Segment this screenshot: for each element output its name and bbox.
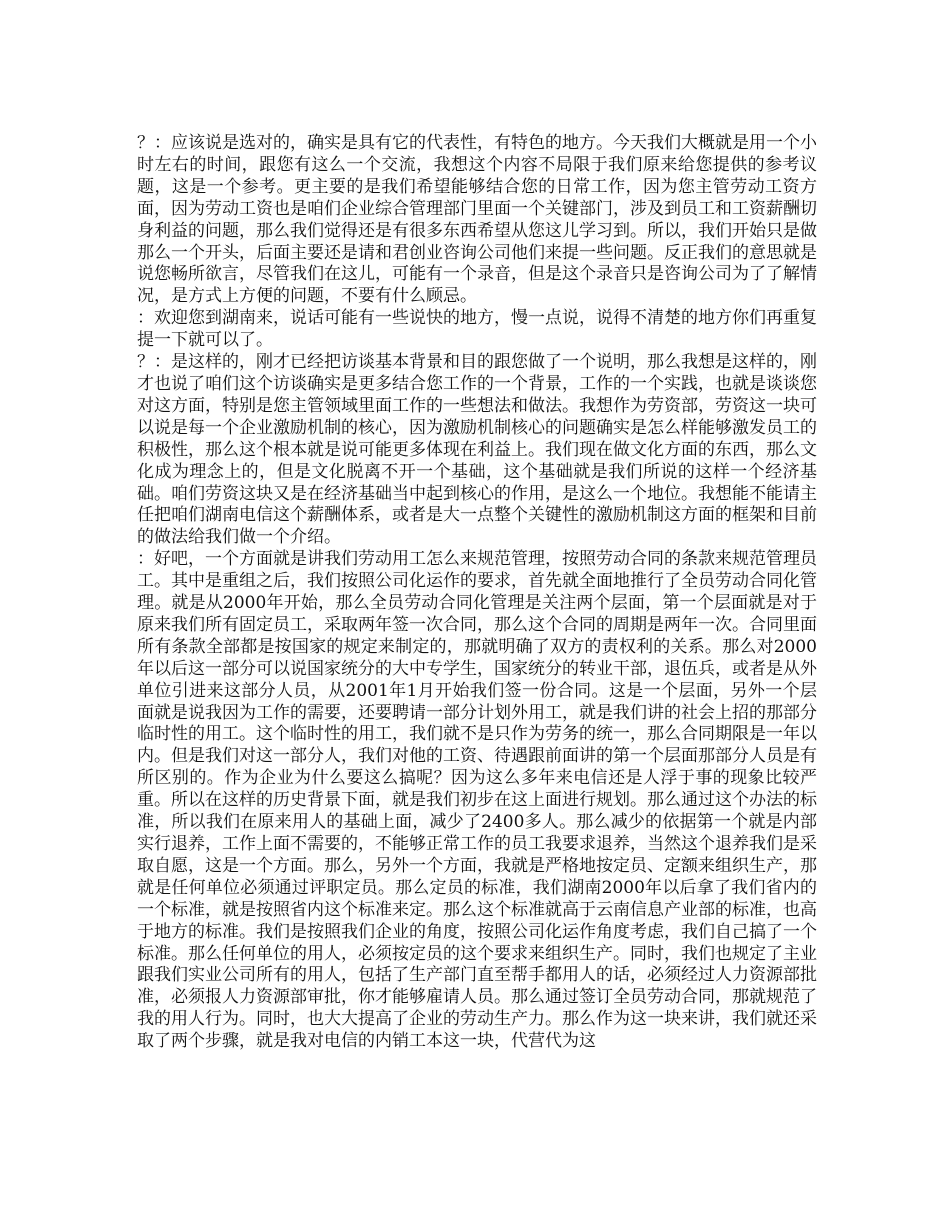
- paragraph-1: ？：应该说是选对的，确实是具有它的代表性，有特色的地方。今天我们大概就是用一个小时左右的时间，跟您有这么一个交流，我想这个内容不局限于我们原来给您提供的参考议题，这是一个参考。更主要的是我们希望能够结合您的日常工作，因为您主管劳动工资方面，因为劳动工资也是咱们企业综合管理部门里面一个关键部门，涉及到员工和工资薪酬切身利益的问题，那么我们觉得还是有很多东西希望从您这儿学习到。所以，我们开始只是做那么一个开头，后面主要还是请和君创业咨询公司他们来提一些问题。反正我们的意思就是说您畅所欲言，尽管我们在这儿，可能有一个录音，但是这个录音只是咨询公司为了了解情况，是方式上方便的问题，不要有什么顾忌。: [137, 133, 817, 307]
- paragraph-3: ？：是这样的，刚才已经把访谈基本背景和目的跟您做了一个说明，那么我想是这样的，刚才也说了咱们这个访谈确实是更多结合您工作的一个背景，工作的一个实践，也就是谈谈您对这方面，特别是您主管领域里面工作的一些想法和做法。我想作为劳资部，劳资这一块可以说是每一个企业激励机制的核心，因为激励机制核心的问题确实是怎么样能够激发员工的积极性，那么这个根本就是说可能更多体现在利益上。我们现在做文化方面的东西，那么文化成为理念上的，但是文化脱离不开一个基础，这个基础就是我们所说的这样一个经济基础。咱们劳资这块又是在经济基础当中起到核心的作用，是这么一个地位。我想能不能请主任把咱们湖南电信这个薪酬体系，或者是大一点整个关键性的激励机制这方面的框架和目前的做法给我们做一个介绍。: [137, 352, 817, 548]
- document-body: [137, 133, 817, 1053]
- paragraph-2: ：欢迎您到湖南来，说话可能有一些说快的地方，慢一点说，说得不清楚的地方你们再重复提一下就可以了。: [137, 308, 817, 351]
- paragraph-4: ：好吧，一个方面就是讲我们劳动用工怎么来规范管理，按照劳动合同的条款来规范管理员工。其中是重组之后，我们按照公司化运作的要求，首先就全面地推行了全员劳动合同化管理。就是从2000年开始，那么全员劳动合同化管理是关注两个层面，第一个层面就是对于原来我们所有固定员工，采取两年签一次合同，那么这个合同的周期是两年一次。合同里面所有条款全部都是按国家的规定来制定的，那就明确了双方的责权利的关系。那么对2000年以后这一部分可以说国家统分的大中专学生，国家统分的转业干部，退伍兵，或者是从外单位引进来这部分人员，从2001年1月开始我们签一份合同。这是一个层面，另外一个层面就是说我因为工作的需要，还要聘请一部分计划外用工，就是我们讲的社会上招的那部分临时性的用工。这个临时性的用工，我们就不是只作为劳务的统一，那么合同期限是一年以内。但是我们对这一部分人，我们对他的工资、待遇跟前面讲的第一个层面那部分人员是有所区别的。作为企业为什么要这么搞呢？因为这么多年来电信还是人浮于事的现象比较严重。所以在这样的历史背景下面，就是我们初步在这上面进行规划。那么通过这个办法的标准，所以我们在原来用人的基础上面，减少了2400多人。那么减少的依据第一个就是内部实行退养，工作上面不需要的，不能够正常工作的员工我要求退养，当然这个退养我们是采取自愿，这是一个方面。那么，另外一个方面，我就是严格地按定员、定额来组织生产，那就是任何单位必须通过评职定员。那么定员的标准，我们湖南2000年以后拿了我们省内的一个标准，就是按照省内这个标准来定。那么这个标准就高于云南信息产业部的标准，也高于地方的标准。我们是按照我们企业的角度，按照公司化运作角度考虑，我们自己搞了一个标准。那么任何单位的用人，必须按定员的这个要求来组织生产。同时，我们也规定了主业跟我们实业公司所有的用人，包括了生产部门直至帮手都用人的话，必须经过人力资源部批准，必须报人力资源部审批，你才能够雇请人员。那么通过签订全员劳动合同，那就规范了我的用人行为。同时，也大大提高了企业的劳动生产力。那么作为这一块来讲，我们就还采取了两个步骤，就是我对电信的内销工本这一块，代营代为这: [137, 549, 817, 1052]
